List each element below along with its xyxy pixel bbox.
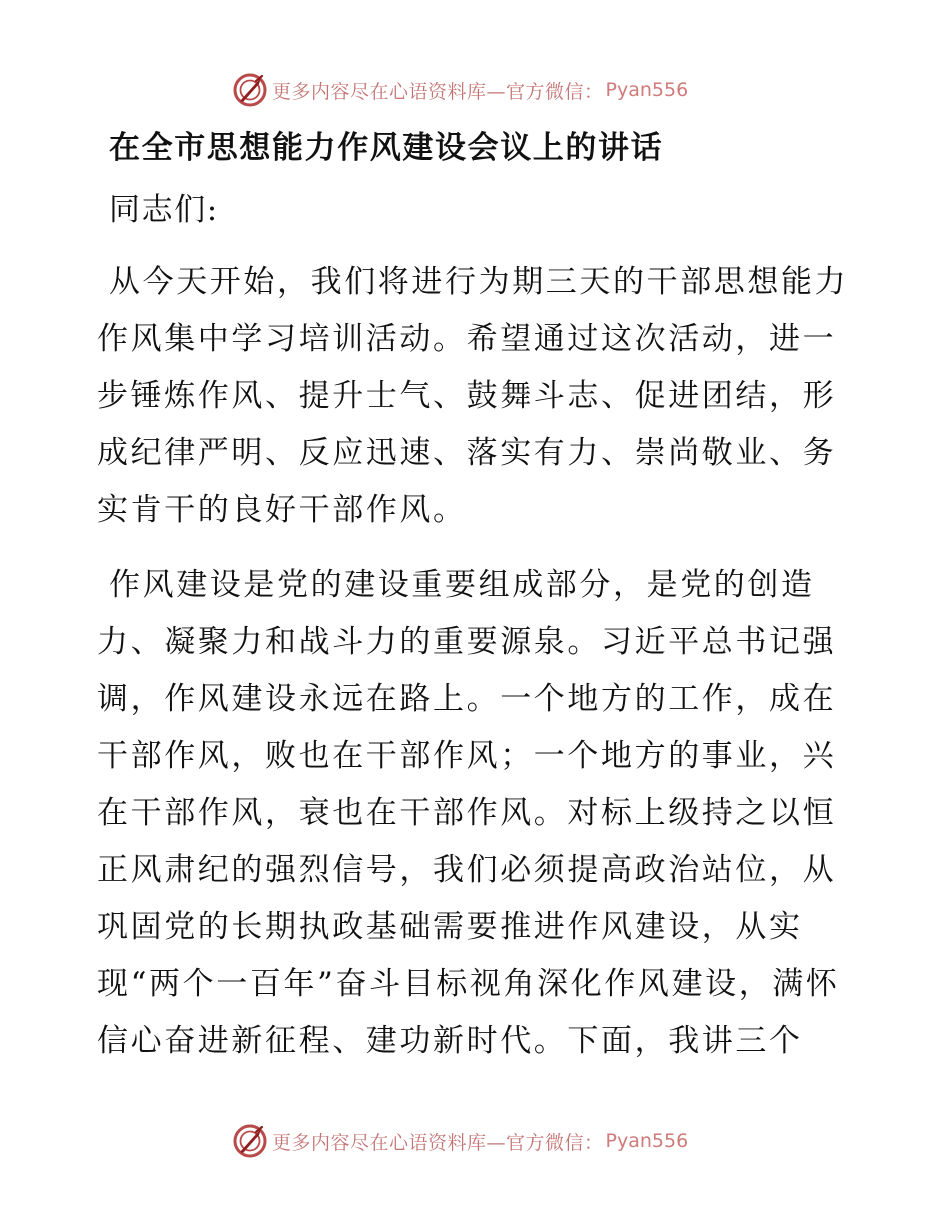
watermark-text: 更多内容尽在心语资料库—官方微信： bbox=[272, 80, 604, 103]
document-body bbox=[97, 122, 857, 1070]
document-title: 在全市思想能力作风建设会议上的讲话 bbox=[109, 130, 664, 166]
quill-pen-logo-icon bbox=[232, 1123, 268, 1159]
watermark-wechat-id: Pyan556 bbox=[605, 79, 689, 101]
paragraph-2: 作风建设是党的建设重要组成部分，是党的创造力、凝聚力和战斗力的重要源泉。习近平总书记强调，作风建设永远在路上。一个地方的工作，成在干部作风，败也在干部作风；一个地方的事业，兴在干部作风，衰也在干部作风。对标上级持之以恒正风肃纪的强烈信号，我们必须提高政治站位，从巩固党的长期执政基础需要推进作风建设，从实现“两个一百年”奋斗目标视角深化作风建设，满怀信心奋进新征程、建功新时代。下面，我讲三个 bbox=[97, 567, 840, 1059]
quill-pen-logo-icon bbox=[232, 72, 268, 108]
watermark-text: 更多内容尽在心语资料库—官方微信： bbox=[272, 1131, 604, 1154]
header-watermark bbox=[232, 72, 688, 108]
watermark-wechat-id: Pyan556 bbox=[605, 1130, 689, 1152]
footer-watermark bbox=[232, 1123, 688, 1159]
paragraph-1: 从今天开始，我们将进行为期三天的干部思想能力作风集中学习培训活动。希望通过这次活动，进一步锤炼作风、提升士气、鼓舞斗志、促进团结，形成纪律严明、反应迅速、落实有力、崇尚敬业、务实肯干的良好干部作风。 bbox=[97, 264, 849, 528]
greeting: 同志们: bbox=[109, 192, 219, 228]
